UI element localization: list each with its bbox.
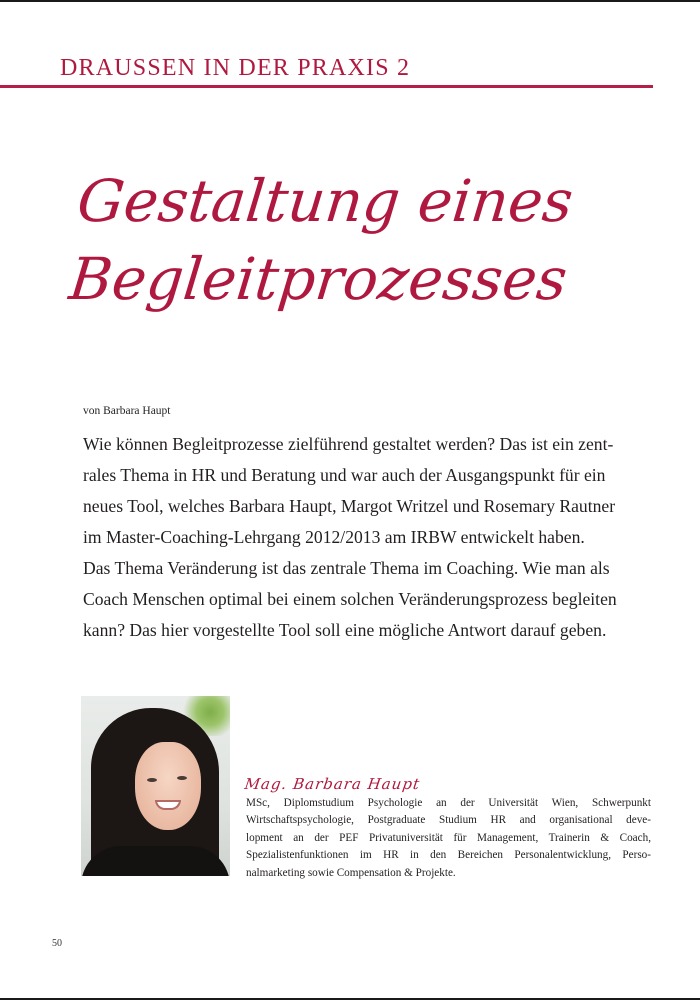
bio-line: MSc, Diplomstudium Psychologie an der Universität Wien, Schwerpunkt: [246, 797, 651, 809]
bio-line: nalmarketing sowie Compensation & Projekte.: [246, 866, 456, 879]
lead-line: Wie können Begleitprozesse zielführend gestaltet werden? Das ist ein zent-: [83, 434, 614, 454]
section-header: DRAUSSEN IN DER PRAXIS 2: [60, 55, 411, 81]
bio-line: Spezialistenfunktionen im HR in den Bereichen Personalentwicklung, Perso-: [246, 849, 651, 862]
header-divider: [0, 85, 653, 88]
photo-eye-right: [177, 776, 187, 780]
lead-line: Coach Menschen optimal bei einem solchen Veränderungsprozess begleiten: [83, 589, 617, 609]
lead-line: im Master-Coaching-Lehrgang 2012/2013 am IRBW entwickelt haben.: [83, 527, 585, 547]
lead-line: rales Thema in HR und Beratung und war auch der Ausgangspunkt für ein: [83, 465, 606, 485]
lead-paragraph: [83, 429, 663, 646]
lead-line: neues Tool, welches Barbara Haupt, Margot Writzel und Rosemary Rautner: [83, 496, 616, 516]
photo-face: [135, 742, 201, 830]
title-line-2: Begleitprozesses: [66, 245, 571, 313]
author-name: Mag. Barbara Haupt: [243, 775, 422, 793]
lead-line: Das Thema Veränderung ist das zentrale Thema im Coaching. Wie man als: [83, 558, 610, 578]
title-line-1: Gestaltung eines: [74, 167, 577, 235]
author-bio: [246, 795, 651, 882]
photo-shoulders: [81, 846, 230, 876]
byline: von Barbara Haupt: [83, 405, 171, 417]
bio-line: Wirtschaftspsychologie, Postgraduate Studium HR and organisational deve-: [246, 814, 651, 827]
lead-line: kann? Das hier vorgestellte Tool soll eine mögliche Antwort darauf geben.: [83, 620, 607, 640]
author-photo: [81, 696, 230, 876]
article-title: [66, 162, 579, 318]
photo-eye-left: [147, 778, 157, 782]
bio-line: lopment an der PEF Privatuniversität für Management, Trainerin & Coach,: [246, 831, 651, 844]
page-number: 50: [52, 938, 62, 949]
